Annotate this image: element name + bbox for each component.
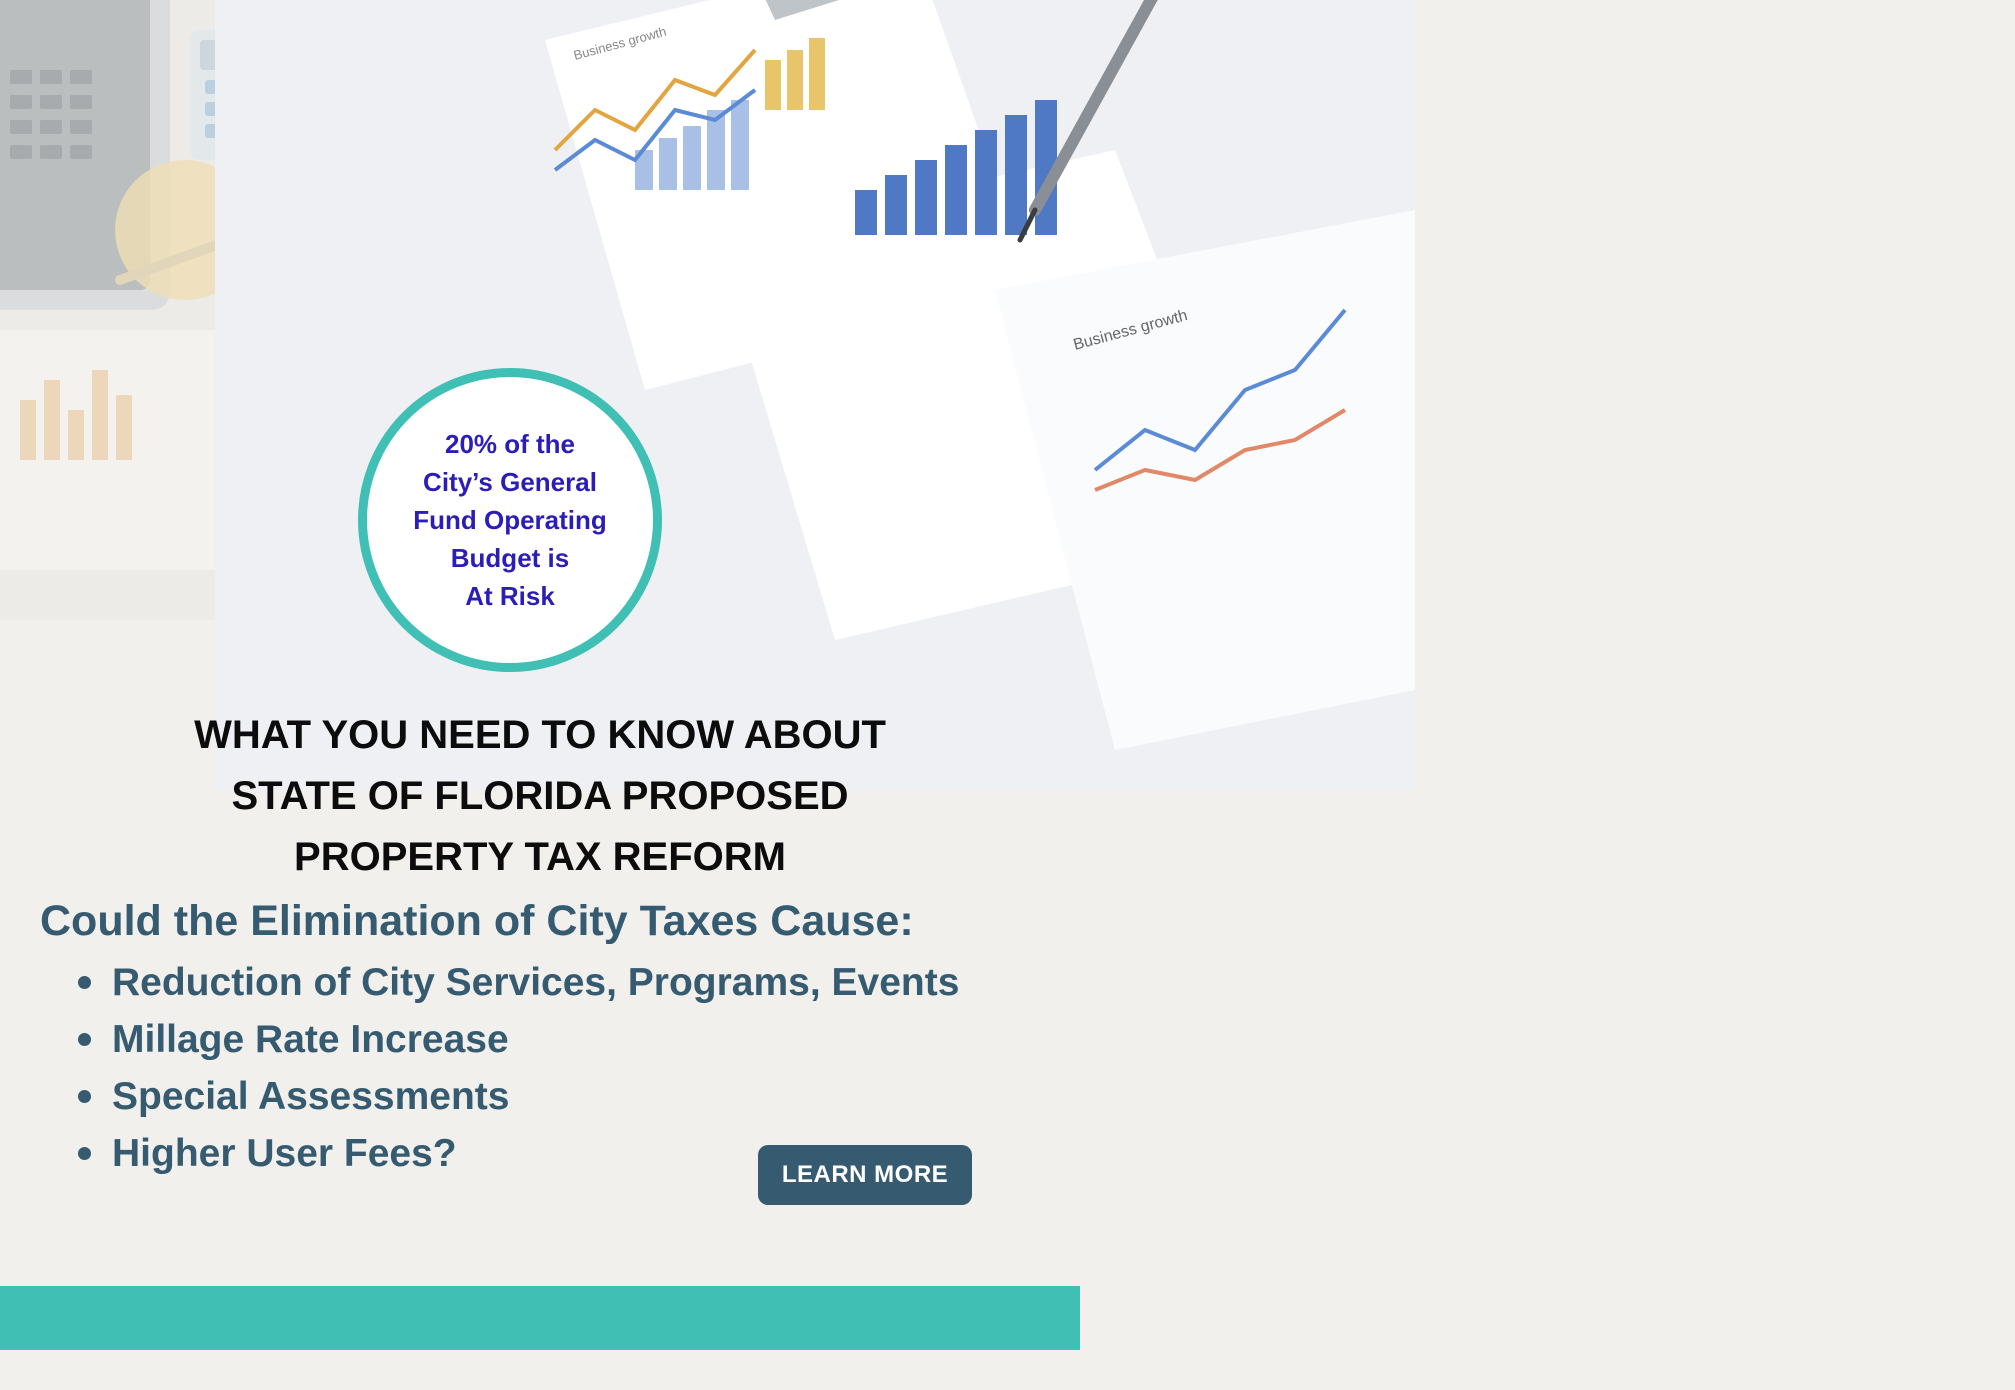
- footer-bar: [0, 1286, 1080, 1350]
- badge-text: 20% of the City’s General Fund Operating Budget is At Risk: [413, 429, 607, 611]
- list-item-text: Higher User Fees?: [112, 1131, 457, 1175]
- list-item-text: Reduction of City Services, Programs, Events: [112, 960, 960, 1004]
- chart-label: Business growth: [1071, 307, 1190, 354]
- list-item-text: Special Assessments: [112, 1074, 510, 1118]
- budget-risk-badge: [358, 368, 662, 672]
- bullet-dot-icon: [78, 1033, 91, 1046]
- list-item: [78, 954, 959, 1011]
- bullet-dot-icon: [78, 1147, 91, 1160]
- learn-more-button[interactable]: LEARN MORE: [758, 1145, 972, 1205]
- list-item-text: Millage Rate Increase: [112, 1017, 509, 1061]
- bullet-dot-icon: [78, 976, 91, 989]
- office-photo: [210, 0, 1421, 795]
- chart-label: Business growth: [571, 23, 668, 63]
- main-headline: WHAT YOU NEED TO KNOW ABOUT STATE OF FLORIDA PROPOSED PROPERTY TAX REFORM: [194, 713, 886, 879]
- laptop-charts-illustration: [215, 0, 1415, 790]
- subheading: Could the Elimination of City Taxes Cause:: [40, 897, 914, 945]
- list-item: [78, 1011, 959, 1068]
- list-item: [78, 1068, 959, 1125]
- bullet-dot-icon: [78, 1090, 91, 1103]
